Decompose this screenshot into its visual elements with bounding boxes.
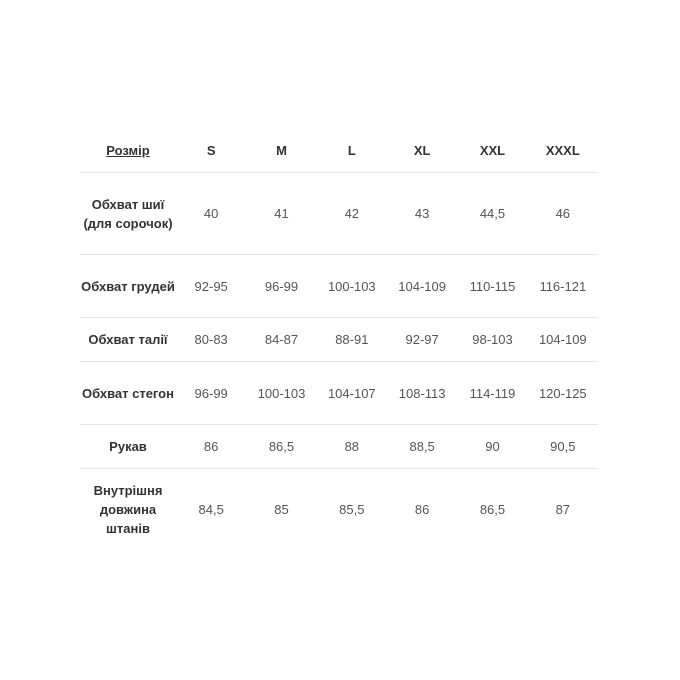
row-label: Обхват грудей <box>80 255 176 318</box>
table-cell: 96-99 <box>176 362 246 425</box>
table-cell: 80-83 <box>176 318 246 362</box>
table-row-hips <box>80 362 598 425</box>
size-column-header: XXL <box>457 128 527 173</box>
table-cell: 42 <box>317 173 387 255</box>
table-cell: 44,5 <box>457 173 527 255</box>
row-label: Рукав <box>80 425 176 469</box>
table-cell: 120-125 <box>528 362 598 425</box>
table-cell: 90,5 <box>528 425 598 469</box>
table-cell: 104-107 <box>317 362 387 425</box>
table-cell: 100-103 <box>317 255 387 318</box>
table-cell: 104-109 <box>387 255 457 318</box>
size-header-label: Розмір <box>80 128 176 173</box>
row-label: Внутрішня довжина штанів <box>93 483 163 537</box>
table-row-sleeve <box>80 425 598 469</box>
table-cell: 114-119 <box>457 362 527 425</box>
table-cell: 85,5 <box>339 502 365 518</box>
table-cell: 86,5 <box>246 425 316 469</box>
table-cell: 87 <box>555 502 571 518</box>
size-column-header: M <box>246 128 316 173</box>
table-cell: 43 <box>387 173 457 255</box>
size-column-header: S <box>176 128 246 173</box>
table-cell: 40 <box>176 173 246 255</box>
size-column-header: XL <box>387 128 457 173</box>
table-cell: 86 <box>414 502 430 518</box>
table-cell: 88-91 <box>317 318 387 362</box>
table-cell: 104-109 <box>528 318 598 362</box>
row-label: Обхват шиї (для сорочок) <box>80 173 176 255</box>
table-cell: 90 <box>457 425 527 469</box>
table-cell: 96-99 <box>246 255 316 318</box>
table-row-waist <box>80 318 598 362</box>
table-cell: 86,5 <box>479 502 506 518</box>
table-cell: 41 <box>246 173 316 255</box>
table-cell: 46 <box>528 173 598 255</box>
table-cell: 92-95 <box>176 255 246 318</box>
row-label: Обхват талії <box>80 318 176 362</box>
table-cell: 110-115 <box>457 255 527 318</box>
table-cell: 88,5 <box>387 425 457 469</box>
row-label: Обхват стегон <box>80 362 176 425</box>
size-chart-table <box>80 128 598 551</box>
table-cell: 108-113 <box>387 362 457 425</box>
table-cell: 88 <box>317 425 387 469</box>
size-column-header: L <box>317 128 387 173</box>
table-cell: 116-121 <box>528 255 598 318</box>
table-row-neck <box>80 173 598 255</box>
table-row-inseam <box>80 469 598 551</box>
table-cell: 84-87 <box>246 318 316 362</box>
table-cell: 98-103 <box>457 318 527 362</box>
table-cell: 92-97 <box>387 318 457 362</box>
size-column-header: XXXL <box>528 128 598 173</box>
table-cell: 85 <box>274 502 289 518</box>
table-cell: 100-103 <box>246 362 316 425</box>
table-row-chest <box>80 255 598 318</box>
header-row <box>80 128 598 173</box>
table-cell: 84,5 <box>198 502 224 518</box>
table-cell: 86 <box>176 425 246 469</box>
